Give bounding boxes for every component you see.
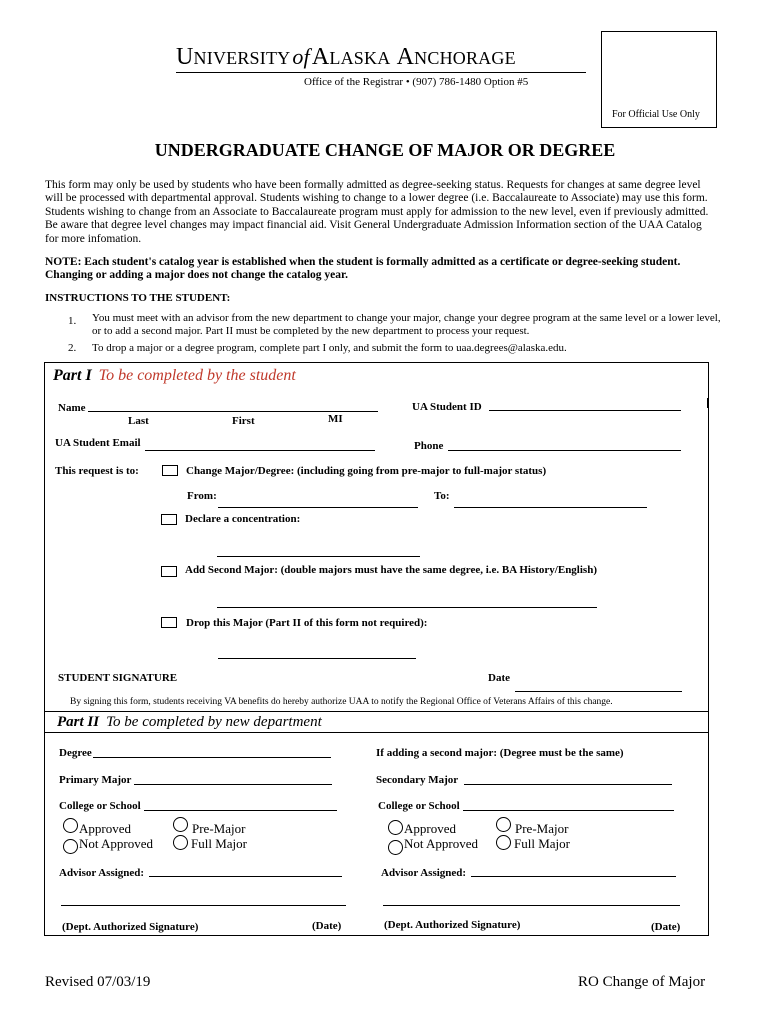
student-email-label: UA Student Email — [55, 437, 141, 449]
instruction-line: You must meet with an advisor from the new department to change your major, change your degree program at the same level or a lower level, — [92, 312, 721, 324]
college-field-right[interactable] — [463, 810, 674, 811]
intro-line: Students wishing to change from an Associate to Baccalaureate program must apply for admission to the new level, even if previously admitted. — [45, 205, 709, 218]
degree-label: Degree — [59, 747, 92, 759]
registrar-office-line: Office of the Registrar • (907) 786-1480 Option #5 — [304, 76, 529, 88]
logo-rule — [176, 72, 586, 73]
note-line: Changing or adding a major does not change the catalog year. — [45, 269, 348, 282]
second-major-option: Add Second Major: (double majors must have the same degree, i.e. BA History/English) — [185, 564, 597, 576]
to-field[interactable] — [454, 507, 647, 508]
student-email-field[interactable] — [145, 450, 375, 451]
not-approved-label-left: Not Approved — [79, 836, 154, 851]
intro-paragraph — [45, 179, 745, 246]
second-major-field[interactable] — [217, 607, 597, 608]
va-notice: By signing this form, students receiving VA benefits do hereby authorize UAA to notify the Regional Office of Veterans Affairs of this change. — [70, 697, 613, 707]
not-approved-label-right: Not Approved — [404, 836, 479, 851]
primary-major-field[interactable] — [134, 784, 332, 785]
intro-line: will be processed with departmental approval. Students wishing to change to a lower degree (i.e. Baccalaureate to Associate) may use this form. — [45, 192, 708, 205]
request-label: This request is to: — [55, 465, 139, 477]
change-major-checkbox[interactable] — [162, 465, 178, 476]
revision-date: Revised 07/03/19 — [45, 974, 151, 990]
note-line: NOTE: Each student's catalog year is established when the student is formally admitted as a certificate or degree-seeking student. — [45, 256, 681, 268]
form-name: RO Change of Major — [578, 974, 706, 990]
concentration-checkbox[interactable] — [161, 514, 177, 525]
college-label-left: College or School — [59, 800, 141, 812]
approved-label-right: Approved — [404, 821, 456, 836]
dept-signature-caption-left: (Dept. Authorized Signature) — [62, 921, 199, 933]
second-major-heading: If adding a second major: (Degree must be the same) — [376, 747, 624, 759]
logo-word: NIVERSITY — [193, 48, 291, 68]
dept-signature-line-right[interactable] — [383, 905, 680, 906]
drop-major-checkbox[interactable] — [161, 617, 177, 628]
full-major-radio-right[interactable] — [496, 835, 511, 850]
logo-of: of — [292, 44, 310, 69]
approved-radio-left[interactable] — [63, 818, 78, 833]
logo-word: LASKA — [329, 48, 391, 68]
logo-letter: A — [311, 44, 330, 70]
change-major-option: Change Major/Degree: (including going from pre-major to full-major status) — [186, 465, 547, 477]
secondary-major-field[interactable] — [464, 784, 672, 785]
degree-field[interactable] — [93, 757, 331, 758]
from-label: From: — [187, 490, 217, 502]
date-caption-left: (Date) — [312, 920, 342, 932]
part2-label: Part II — [57, 714, 100, 730]
part1-edge-tick — [707, 398, 708, 408]
first-name-caption: First — [232, 415, 255, 427]
logo-word: NCHORAGE — [414, 48, 516, 68]
official-use-label: For Official Use Only — [612, 109, 700, 120]
college-field-left[interactable] — [144, 810, 337, 811]
intro-line: This form may only be used by students who have been formally admitted as degree-seeking status. Requests for changes at same degree level — [45, 179, 701, 191]
secondary-major-label: Secondary Major — [376, 774, 459, 786]
logo-letter: U — [176, 44, 194, 70]
to-label: To: — [434, 490, 450, 502]
instruction-text: To drop a major or a degree program, complete part I only, and submit the form to uaa.degrees@alaska.edu. — [92, 342, 567, 354]
dept-signature-line-left[interactable] — [61, 905, 346, 906]
advisor-field-left[interactable] — [149, 876, 342, 877]
catalog-note — [45, 256, 755, 283]
concentration-field[interactable] — [217, 556, 420, 557]
pre-major-radio-left[interactable] — [173, 817, 188, 832]
instruction-number: 2. — [68, 342, 77, 354]
advisor-field-right[interactable] — [471, 876, 676, 877]
part1-label: Part I — [53, 367, 92, 384]
advisor-label-left: Advisor Assigned: — [59, 867, 145, 879]
part2-heading — [57, 713, 322, 731]
drop-major-field[interactable] — [218, 658, 416, 659]
approved-radio-right[interactable] — [388, 820, 403, 835]
not-approved-radio-right[interactable] — [388, 840, 403, 855]
phone-label: Phone — [414, 440, 444, 452]
date-caption-right: (Date) — [651, 921, 681, 933]
student-id-field[interactable] — [489, 410, 681, 411]
full-major-label-right: Full Major — [514, 836, 570, 851]
part2-section — [44, 712, 709, 936]
part1-subtitle: To be completed by the student — [98, 367, 296, 384]
name-field[interactable] — [88, 411, 378, 412]
student-id-label: UA Student ID — [412, 401, 482, 413]
signature-date-field[interactable] — [515, 691, 682, 692]
part2-subtitle: To be completed by new department — [106, 714, 322, 730]
official-use-box — [601, 31, 717, 128]
instruction-line: or to add a second major. Part II must be completed by the new department to process your request. — [92, 325, 530, 337]
pre-major-label-right: Pre-Major — [515, 821, 569, 836]
name-label: Name — [58, 402, 86, 414]
student-signature-label: STUDENT SIGNATURE — [58, 672, 178, 684]
from-field[interactable] — [218, 507, 418, 508]
signature-date-label: Date — [488, 672, 510, 684]
advisor-label-right: Advisor Assigned: — [381, 867, 467, 879]
logo-letter: A — [396, 44, 415, 70]
college-label-right: College or School — [378, 800, 460, 812]
primary-major-label: Primary Major — [59, 774, 132, 786]
pre-major-label-left: Pre-Major — [192, 821, 246, 836]
phone-field[interactable] — [448, 450, 681, 451]
second-major-checkbox[interactable] — [161, 566, 177, 577]
pre-major-radio-right[interactable] — [496, 817, 511, 832]
concentration-option: Declare a concentration: — [185, 513, 301, 525]
approved-label-left: Approved — [79, 821, 131, 836]
instruction-text — [92, 312, 752, 338]
full-major-radio-left[interactable] — [173, 835, 188, 850]
intro-line: for more infomation. — [45, 232, 142, 245]
form-title: UNDERGRADUATE CHANGE OF MAJOR OR DEGREE — [154, 140, 616, 160]
drop-major-option: Drop this Major (Part II of this form not required): — [186, 617, 428, 629]
not-approved-radio-left[interactable] — [63, 839, 78, 854]
middle-initial-caption: MI — [328, 413, 343, 425]
university-logo-text — [176, 44, 516, 71]
part1-heading — [53, 367, 296, 385]
full-major-label-left: Full Major — [191, 836, 247, 851]
last-name-caption: Last — [128, 415, 149, 427]
intro-line: Be aware that degree level changes may impact financial aid. Visit General Undergraduate Admission Information section of the UAA Catalog — [45, 219, 702, 232]
part2-top-rule — [44, 732, 709, 733]
instruction-number: 1. — [68, 315, 77, 327]
dept-signature-caption-right: (Dept. Authorized Signature) — [384, 919, 521, 931]
instructions-heading: INSTRUCTIONS TO THE STUDENT: — [45, 292, 231, 304]
